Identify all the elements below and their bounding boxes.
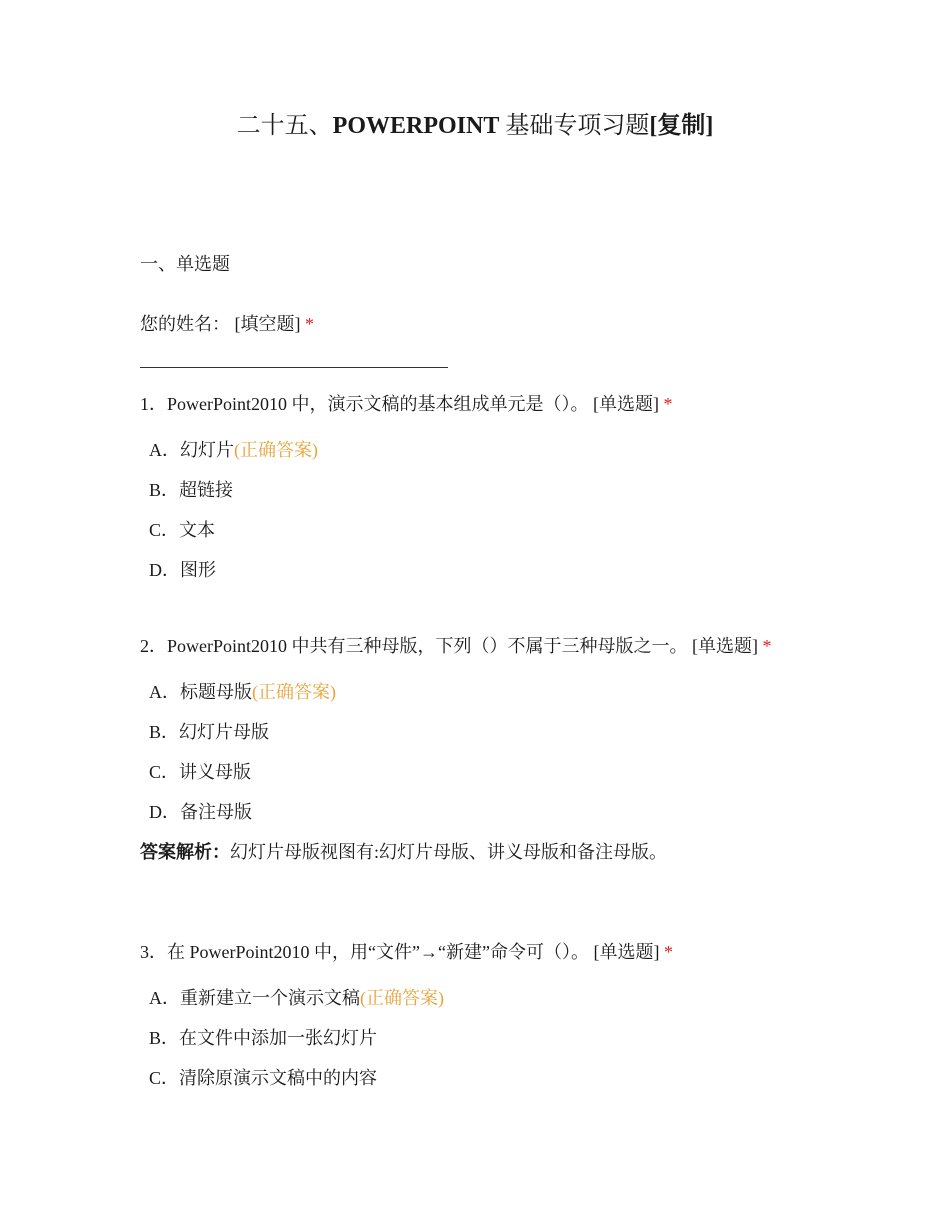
correct-answer-tag: (正确答案) xyxy=(360,988,444,1008)
title-prefix: 二十五、 xyxy=(236,113,333,139)
option-b[interactable]: B．超链接 xyxy=(149,480,234,500)
required-mark: * xyxy=(305,314,314,334)
question-2 xyxy=(140,633,772,659)
option-label: A．重新建立一个演示文稿 xyxy=(149,988,360,1008)
option-b[interactable]: B．在文件中添加一张幻灯片 xyxy=(149,1028,378,1048)
analysis-text: 幻灯片母版视图有:幻灯片母版、讲义母版和备注母版。 xyxy=(230,842,667,862)
name-label: 您的姓名： xyxy=(140,314,230,334)
correct-answer-tag: (正确答案) xyxy=(252,682,336,702)
option-a[interactable] xyxy=(149,985,444,1011)
option-label: A．标题母版 xyxy=(149,682,252,702)
name-question xyxy=(140,311,314,337)
option-b[interactable]: B．幻灯片母版 xyxy=(149,722,270,742)
analysis-label: 答案解析： xyxy=(140,842,230,862)
required-mark: * xyxy=(663,942,673,962)
page-title xyxy=(0,110,950,142)
name-type: [填空题] xyxy=(234,314,301,334)
correct-answer-tag: (正确答案) xyxy=(234,440,318,460)
option-c[interactable]: C．讲义母版 xyxy=(149,762,252,782)
question-text: 2．PowerPoint2010 中共有三种母版，下列（）不属于三种母版之一。 xyxy=(140,636,688,656)
question-type: [单选题] xyxy=(692,636,759,656)
question-text: 1．PowerPoint2010 中，演示文稿的基本组成单元是（）。 xyxy=(140,394,589,414)
question-type: [单选题] xyxy=(593,942,660,962)
option-d[interactable]: D．备注母版 xyxy=(149,802,252,822)
option-c[interactable]: C．清除原演示文稿中的内容 xyxy=(149,1068,378,1088)
title-bracket: [复制] xyxy=(649,113,714,139)
section-heading: 一、单选题 xyxy=(140,254,230,274)
question-type: [单选题] xyxy=(593,394,660,414)
question-3 xyxy=(140,939,673,965)
option-a[interactable] xyxy=(149,679,336,705)
name-input-line[interactable] xyxy=(140,367,448,368)
option-c[interactable]: C．文本 xyxy=(149,520,216,540)
title-middle: 基础专项习题 xyxy=(499,113,650,139)
title-bold: POWERPOINT xyxy=(332,113,500,139)
answer-analysis xyxy=(140,839,667,865)
required-mark: * xyxy=(762,636,772,656)
option-label: A．幻灯片 xyxy=(149,440,234,460)
question-text: 3．在 PowerPoint2010 中，用“文件”→“新建”命令可（）。 xyxy=(140,942,589,962)
question-1 xyxy=(140,391,673,417)
required-mark: * xyxy=(663,394,673,414)
option-d[interactable]: D．图形 xyxy=(149,560,216,580)
option-a[interactable] xyxy=(149,437,318,463)
